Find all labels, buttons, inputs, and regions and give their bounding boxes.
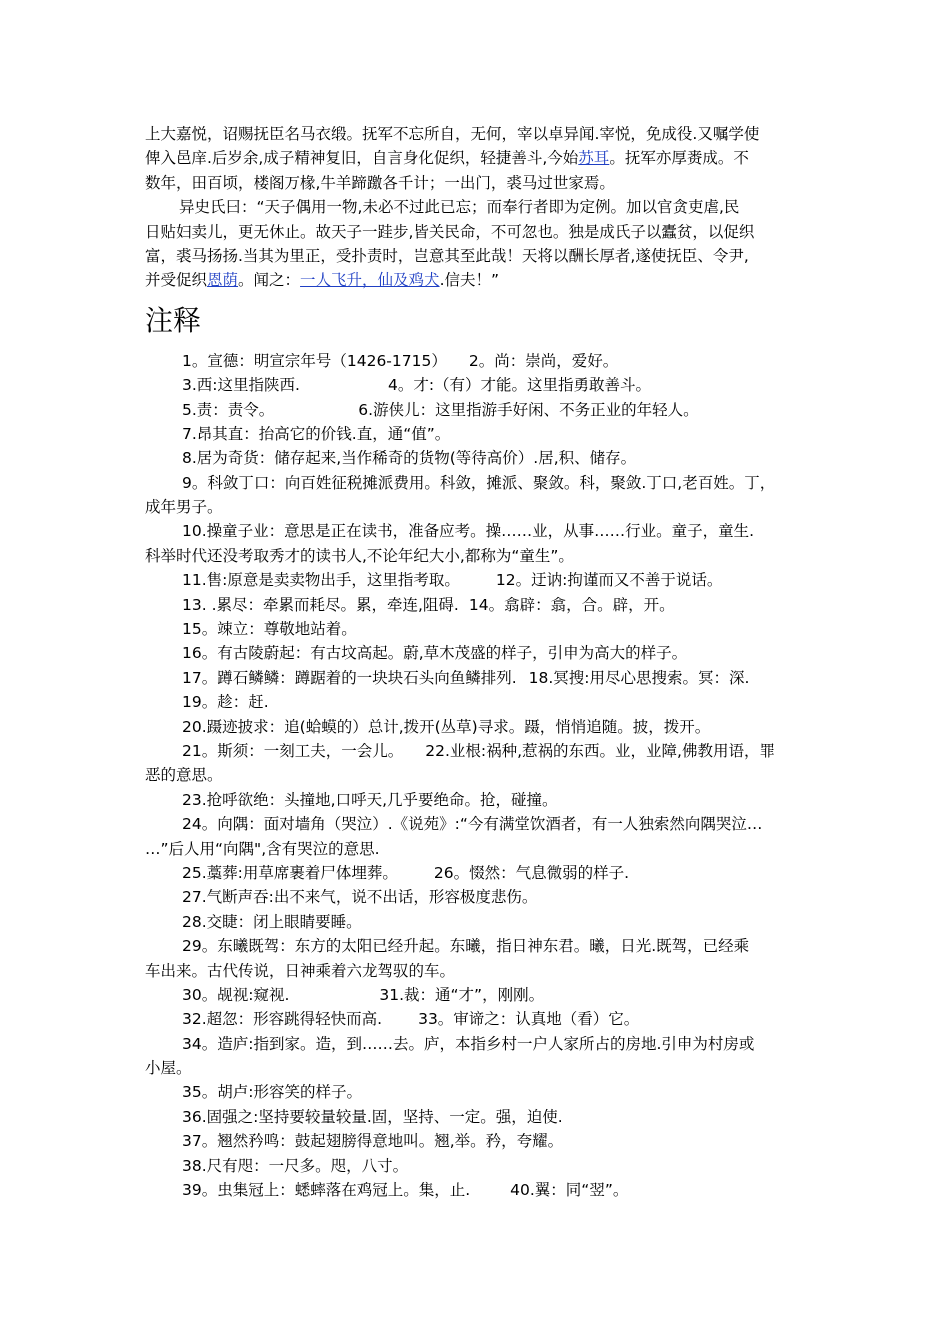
note-10: 10.操童子业：意思是正在读书，准备应考。操……业，从事……行业。童子，童生. [182,522,755,541]
note-40: 40.翼：同“翌”。 [510,1181,629,1200]
text-line [145,146,815,170]
note-line [145,1007,815,1031]
note-17: 17。蹲石鳞鳞：蹲踞着的一块块石头向鱼鳞排列. [182,668,517,687]
text-line: 上大嘉悦，诏赐抚臣名马衣缎。抚军不忘所自，无何，宰以卓异闻.宰悦，免成役.又嘱学使 [145,125,760,143]
notes-list [145,349,815,1203]
document-page [145,122,815,1202]
note-34: 34。造庐:指到家。造，到……去。庐，本指乡村一户人家所占的房地.引申为村房或 [182,1034,755,1053]
text-line: 异史氏曰：“天子偶用一物,未必不过此已忘；而奉行者即为定例。加以官贪吏虐,民 [179,198,740,217]
note-23: 23.抢呼欲绝：头撞地,口呼天,几乎要绝命。抢，碰撞。 [182,790,558,809]
note-line [145,739,815,763]
note-29: 29。东曦既驾：东方的太阳已经升起。东曦，指日神东君。曦，日光.既驾，已经乘 [182,937,750,956]
note-31: 31.裁：通“才”，刚刚。 [379,985,545,1004]
note-25: 25.藁葬:用草席裹着尸体埋葬。 [182,863,398,882]
note-10-continued: 科举时代还没考取秀才的读书人,不论年纪大小,都称为“童生”。 [145,546,574,565]
text-span: .信夫！” [439,271,500,290]
note-36: 36.固强之:坚持要较量较量.固，坚持、一定。强，迫使. [182,1107,563,1126]
note-22-continued: 恶的意思。 [145,766,223,785]
note-35: 35。胡卢:形容笑的样子。 [182,1083,362,1102]
note-9: 9。科敛丁口：向百姓征税摊派费用。科敛，摊派、聚敛。科，聚敛.丁口,老百姓。丁， [182,473,776,492]
note-16: 16。有古陵蔚起：有古坟高起。蔚,草木茂盛的样子，引申为高大的样子。 [182,644,688,663]
note-12: 12。迂讷:拘谨而又不善于说话。 [495,571,723,590]
note-24-continued: …”后人用“向隅",含有哭泣的意思. [145,839,380,858]
note-29-continued: 车出来。古代传说，日神乘着六龙驾驭的车。 [145,961,456,980]
link-enyin[interactable]: 恩荫 [207,271,239,290]
text-span: 并受促织 [145,271,208,290]
note-33: 33。审谛之：认真地（看）它。 [418,1010,640,1029]
text-span: 俾入邑庠.后岁余,成子精神复旧，自言身化促织，轻捷善斗,今始 [145,149,579,168]
note-5: 5.责：责令。 [182,400,275,419]
note-37: 37。翘然矜鸣：鼓起翅膀得意地叫。翘,举。矜，夸耀。 [182,1132,564,1151]
story-paragraph-2 [145,195,815,293]
note-28: 28.交睫：闭上眼睛要睡。 [182,912,362,931]
text-span: 。抚军亦厚赉成。不 [609,149,749,168]
note-13: 13. .累尽：牵累而耗尽。累，牵连,阻碍. [182,595,459,614]
note-15: 15。竦立：尊敬地站着。 [182,620,357,639]
note-3: 3.西:这里指陕西. [182,376,300,395]
note-line [145,666,815,690]
note-21: 21。斯须：一刻工夫，一会儿。 [182,741,404,760]
note-line [145,349,815,373]
note-line [145,1178,815,1202]
note-8: 8.居为奇货：储存起来,当作稀奇的货物(等待高价）.居,积、储存。 [182,449,637,468]
note-39: 39。虫集冠上：蟋蟀落在鸡冠上。集，止. [182,1181,471,1200]
note-11: 11.售:原意是卖卖物出手，这里指考取。 [182,571,460,590]
text-line: 富，裘马扬扬.当其为里正，受扑责时，岂意其至此哉！天将以酬长厚者,遂使抚臣、令尹, [145,246,749,265]
note-line [145,398,815,422]
note-24: 24。向隅：面对墙角（哭泣）.《说苑》:“今有满堂饮酒者，有一人独索然向隅哭泣… [182,815,763,834]
text-line: 数年，田百顷，楼阁万椽,牛羊蹄躈各千计；一出门，裘马过世家焉。 [145,173,615,192]
note-20: 20.蹑迹披求：追(蛤蟆的）总计,拨开(丛草)寻求。蹑，悄悄追随。披，拨开。 [182,717,711,736]
note-19: 19。趁：赶. [182,693,269,712]
note-1: 1。宣德：明宣宗年号（1426-1715） [182,351,447,370]
note-line [145,593,815,617]
note-14: 14。翕辟：翕，合。辟，开。 [468,595,675,614]
note-18: 18.冥搜:用尽心思搜索。冥：深. [528,668,750,687]
note-7: 7.昂其直：抬高它的价钱.直，通“值”。 [182,424,451,443]
text-span: 。闻之： [238,271,301,290]
note-line [145,373,815,397]
note-2: 2。尚：崇尚，爱好。 [468,351,619,370]
text-line: 日贴妇卖儿，更无休止。故天子一跬步,皆关民命，不可忽也。独是成氏子以蠹贫，以促织 [145,222,755,241]
note-27: 27.气断声吞:出不来气，说不出话，形容极度悲伤。 [182,888,538,907]
note-line [145,861,815,885]
note-line [145,568,815,592]
link-suer[interactable]: 苏耳 [578,149,610,168]
note-26: 26。惙然：气息微弱的样子. [433,863,630,882]
link-yiren-feisheng[interactable]: 一人飞升，仙及鸡犬 [300,271,440,290]
section-heading: 注释 [145,303,202,337]
note-34-continued: 小屋。 [145,1059,192,1078]
note-4: 4。才:（有）才能。这里指勇敢善斗。 [387,376,652,395]
story-paragraph-1 [145,122,815,195]
note-32: 32.超忽：形容跳得轻快而高. [182,1010,383,1029]
note-line [145,983,815,1007]
text-line [145,268,815,292]
note-6: 6.游侠儿：这里指游手好闲、不务正业的年轻人。 [358,400,699,419]
note-9-continued: 成年男子。 [145,498,223,517]
note-30: 30。觇视:窥视. [182,985,290,1004]
note-22: 22.业根:祸种,惹祸的东西。业，业障,佛教用语，罪 [425,741,775,760]
note-38: 38.尺有咫：一尺多。咫，八寸。 [182,1156,409,1175]
